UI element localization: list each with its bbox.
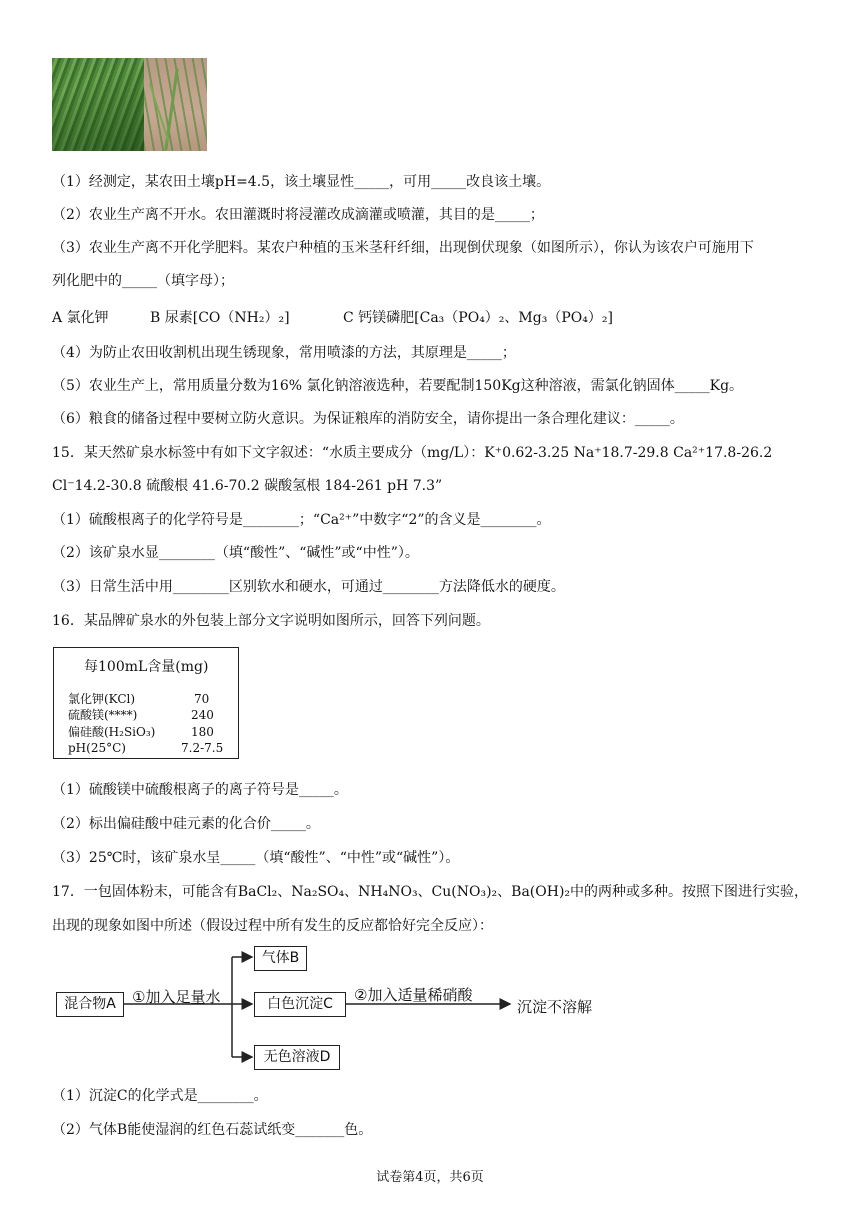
label-row-name: pH(25°C) xyxy=(68,741,126,755)
q14-part3-line2: 列化肥中的_____（填字母）； xyxy=(52,273,234,289)
q15-part3: （3）日常生活中用________区别软水和硬水，可通过________方法降低水的硬度。 xyxy=(52,579,565,595)
q17-stem-line1: 17．一包固体粉末，可能含有BaCl₂、Na₂SO₄、NH₄NO₃、Cu(NO₃)₂、Ba(OH)₂中的两种或多种。按照下图进行实验， xyxy=(52,884,809,900)
label-row-value: 240 xyxy=(191,708,214,722)
q14-part1: （1）经测定，某农田土壤pH=4.5，该土壤显性_____，可用_____改良该土壤。 xyxy=(52,174,551,190)
result-label: 沉淀不溶解 xyxy=(517,998,593,1016)
precipitate-c-box: 白色沉淀C xyxy=(254,992,346,1017)
label-row-value: 70 xyxy=(194,692,210,706)
q14-part5: （5）农业生产上，常用质量分数为16% 氯化钠溶液选种，若要配制150Kg这种溶液，需氯化钠固体_____Kg。 xyxy=(52,378,744,394)
q14-option-a: A 氯化钾 xyxy=(52,310,109,326)
mixture-a-box: 混合物A xyxy=(56,992,124,1017)
step2-label: ②加入适量稀硝酸 xyxy=(354,986,473,1004)
label-row-value: 7.2-7.5 xyxy=(181,741,224,755)
q16-part2: （2）标出偏硅酸中硅元素的化合价_____。 xyxy=(52,816,320,832)
q17-part1: （1）沉淀C的化学式是________。 xyxy=(52,1088,268,1104)
q17-stem-line2: 出现的现象如图中所述（假设过程中所有发生的反应都恰好完全反应）： xyxy=(52,918,493,934)
q15-stem-line2: Cl⁻14.2-30.8 硫酸根 41.6-70.2 碳酸氢根 184-261 pH 7.3” xyxy=(52,478,443,494)
q14-part4: （4）为防止农田收割机出现生锈现象，常用喷漆的方法，其原理是_____； xyxy=(52,345,516,361)
q16-part3: （3）25℃时，该矿泉水呈_____（填“酸性”、“中性”或“碱性”）。 xyxy=(52,850,460,866)
page-footer: 试卷第4页，共6页 xyxy=(376,1170,484,1185)
q16-part1: （1）硫酸镁中硫酸根离子的离子符号是_____。 xyxy=(52,782,348,798)
q14-part3-line1: （3）农业生产离不开化学肥料。某农户种植的玉米茎秆纤细，出现倒伏现象（如图所示），你认为该农户可施用下 xyxy=(52,240,754,256)
q15-part2: （2）该矿泉水显________（填“酸性”、“碱性”或“中性”）。 xyxy=(52,545,419,561)
q16-stem: 16．某品牌矿泉水的外包装上部分文字说明如图所示，回答下列问题。 xyxy=(52,613,490,629)
q17-part2: （2）气体B能使湿润的红色石蕊试纸变_______色。 xyxy=(52,1122,373,1138)
step1-label: ①加入足量水 xyxy=(132,988,221,1006)
q14-part2: （2）农业生产离不开水。农田灌溉时将浸灌改成滴灌或喷灌，其目的是_____； xyxy=(52,207,544,223)
q14-option-b: B 尿素[CO（NH₂）₂] xyxy=(150,310,290,326)
solution-d-box: 无色溶液D xyxy=(254,1045,340,1070)
label-row-name: 偏硅酸(H₂SiO₃) xyxy=(68,725,156,739)
q15-part1: （1）硫酸根离子的化学符号是________；“Ca²⁺”中数字“2”的含义是________。 xyxy=(52,512,551,528)
q15-stem-line1: 15．某天然矿泉水标签中有如下文字叙述：“水质主要成分（mg/L）：K⁺0.62-3.25 Na⁺18.7-29.8 Ca²⁺17.8-26.2 xyxy=(52,445,773,461)
label-header: 每100mL含量(mg) xyxy=(84,659,209,675)
q14-part6: （6）粮食的储备过程中要树立防火意识。为保证粮库的消防安全，请你提出一条合理化建议：_____。 xyxy=(52,411,684,427)
label-row-name: 硫酸镁(****) xyxy=(68,708,138,722)
label-row-value: 180 xyxy=(191,725,214,739)
q14-option-c: C 钙镁磷肥[Ca₃（PO₄）₂、Mg₃（PO₄）₂] xyxy=(343,310,613,326)
gas-b-box: 气体B xyxy=(254,946,307,971)
label-row-name: 氯化钾(KCl) xyxy=(68,692,136,706)
